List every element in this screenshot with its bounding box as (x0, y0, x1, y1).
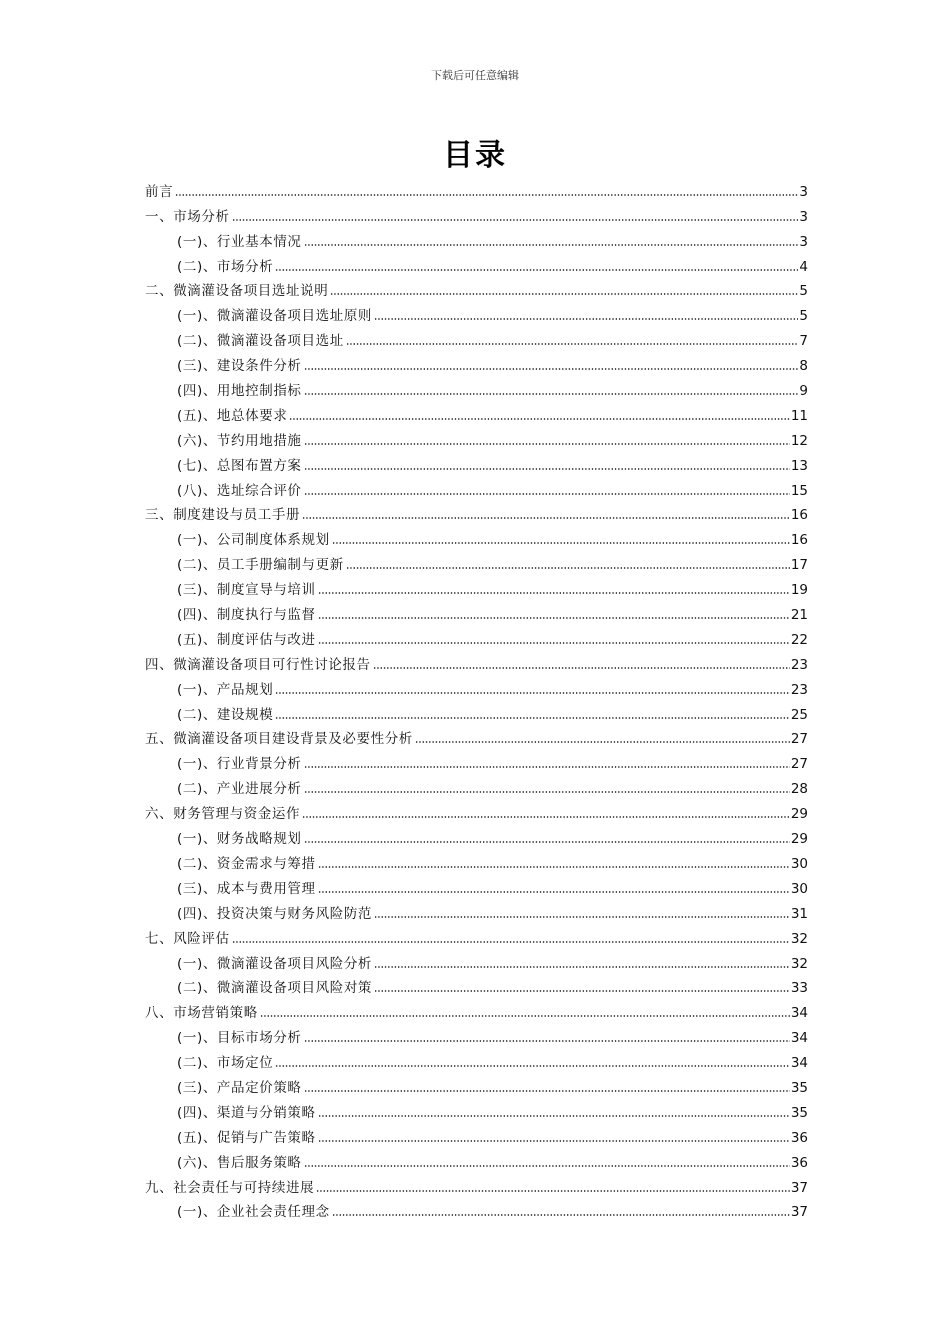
toc-entry[interactable] (145, 649, 808, 674)
toc-entry[interactable] (145, 300, 808, 325)
toc-entry-page: 30 (790, 880, 808, 897)
toc-entry-label: 三、制度建设与员工手册 (145, 507, 301, 524)
toc-entry-label: (一)、行业背景分析 (177, 756, 302, 773)
toc-entry-label: (二)、建设规模 (177, 706, 274, 723)
toc-entry-label: (五)、制度评估与改进 (177, 631, 316, 648)
toc-entry-label: (四)、渠道与分销策略 (177, 1104, 316, 1121)
toc-leader-dots (275, 691, 789, 695)
toc-entry-label: (八)、选址综合评价 (177, 482, 302, 499)
toc-entry-page: 15 (790, 482, 808, 499)
toc-leader-dots (275, 1064, 789, 1068)
toc-entry-page: 29 (790, 806, 808, 823)
toc-entry-label: 九、社会责任与可持续进展 (145, 1179, 315, 1196)
toc-entry-label: 四、微滴灌设备项目可行性讨论报告 (145, 656, 371, 673)
toc-leader-dots (374, 915, 790, 919)
toc-entry[interactable] (145, 798, 808, 823)
toc-entry[interactable] (145, 350, 808, 375)
toc-entry-label: (一)、财务战略规划 (177, 831, 302, 848)
toc-entry-label: (二)、微滴灌设备项目选址 (177, 333, 344, 350)
toc-entry-page: 32 (790, 930, 808, 947)
toc-leader-dots (318, 641, 790, 645)
toc-entry-page: 16 (790, 507, 808, 524)
toc-entry-label: (六)、售后服务策略 (177, 1154, 302, 1171)
toc-entry[interactable] (145, 226, 808, 251)
toc-entry-page: 8 (799, 358, 808, 375)
toc-entry[interactable] (145, 524, 808, 549)
toc-entry[interactable] (145, 574, 808, 599)
toc-leader-dots (304, 1089, 790, 1093)
toc-entry-label: 前言 (145, 183, 174, 200)
toc-entry-label: 二、微滴灌设备项目选址说明 (145, 283, 329, 300)
toc-entry-label: (一)、目标市场分析 (177, 1030, 302, 1047)
toc-entry-label: (五)、地总体要求 (177, 407, 288, 424)
toc-entry-label: (四)、制度执行与监督 (177, 607, 316, 624)
toc-entry-label: (三)、建设条件分析 (177, 358, 302, 375)
toc-leader-dots (318, 1139, 790, 1143)
toc-entry[interactable] (145, 400, 808, 425)
toc-entry-page: 9 (799, 383, 808, 400)
toc-entry[interactable] (145, 549, 808, 574)
toc-entry-page: 7 (799, 333, 808, 350)
toc-entry[interactable] (145, 251, 808, 276)
toc-entry-label: 七、风险评估 (145, 930, 230, 947)
toc-entry-page: 17 (790, 557, 808, 574)
toc-entry-page: 3 (799, 208, 808, 225)
toc-entry[interactable] (145, 674, 808, 699)
table-of-contents (145, 176, 808, 1221)
toc-entry[interactable] (145, 898, 808, 923)
toc-leader-dots (260, 1014, 790, 1018)
toc-entry[interactable] (145, 325, 808, 350)
toc-entry-page: 34 (790, 1055, 808, 1072)
toc-entry[interactable] (145, 923, 808, 948)
toc-leader-dots (304, 1164, 790, 1168)
toc-leader-dots (332, 1213, 790, 1217)
toc-entry-page: 27 (790, 731, 808, 748)
toc-entry[interactable] (145, 1097, 808, 1122)
toc-leader-dots (304, 790, 790, 794)
toc-entry-page: 27 (790, 756, 808, 773)
toc-entry-label: (三)、产品定价策略 (177, 1079, 302, 1096)
toc-entry[interactable] (145, 176, 808, 201)
toc-leader-dots (232, 940, 790, 944)
toc-entry-page: 12 (790, 432, 808, 449)
toc-entry[interactable] (145, 475, 808, 500)
toc-entry[interactable] (145, 1147, 808, 1172)
toc-entry-page: 32 (790, 955, 808, 972)
toc-leader-dots (346, 566, 790, 570)
toc-entry[interactable] (145, 873, 808, 898)
toc-leader-dots (415, 740, 790, 744)
toc-entry-page: 34 (790, 1030, 808, 1047)
toc-leader-dots (318, 591, 790, 595)
toc-leader-dots (275, 716, 789, 720)
toc-leader-dots (318, 1114, 790, 1118)
toc-entry[interactable] (145, 425, 808, 450)
toc-entry-label: (二)、资金需求与筹措 (177, 855, 316, 872)
toc-leader-dots (332, 541, 790, 545)
toc-entry-label: 五、微滴灌设备项目建设背景及必要性分析 (145, 731, 413, 748)
toc-entry-page: 34 (790, 1005, 808, 1022)
toc-entry[interactable] (145, 773, 808, 798)
toc-leader-dots (318, 890, 790, 894)
toc-entry-page: 5 (799, 283, 808, 300)
toc-leader-dots (304, 367, 799, 371)
toc-entry[interactable] (145, 1047, 808, 1072)
toc-leader-dots (302, 815, 790, 819)
toc-entry-label: (七)、总图布置方案 (177, 457, 302, 474)
toc-entry-label: (一)、公司制度体系规划 (177, 532, 330, 549)
toc-entry-label: 八、市场营销策略 (145, 1005, 258, 1022)
toc-entry[interactable] (145, 724, 808, 749)
toc-leader-dots (374, 317, 798, 321)
toc-entry-label: 一、市场分析 (145, 208, 230, 225)
toc-entry[interactable] (145, 1022, 808, 1047)
toc-entry-label: (二)、产业进展分析 (177, 781, 302, 798)
toc-leader-dots (318, 865, 790, 869)
toc-entry-page: 16 (790, 532, 808, 549)
toc-entry-label: (一)、微滴灌设备项目风险分析 (177, 955, 373, 972)
toc-entry[interactable] (145, 375, 808, 400)
toc-entry[interactable] (145, 748, 808, 773)
toc-leader-dots (318, 616, 790, 620)
toc-entry[interactable] (145, 997, 808, 1022)
toc-entry-page: 36 (790, 1129, 808, 1146)
toc-entry-page: 21 (790, 607, 808, 624)
toc-entry[interactable] (145, 948, 808, 973)
header-note: 下载后可任意编辑 (431, 69, 519, 82)
toc-entry-label: (四)、投资决策与财务风险防范 (177, 905, 373, 922)
toc-entry-page: 4 (799, 258, 808, 275)
toc-entry-page: 28 (790, 781, 808, 798)
toc-entry-page: 25 (790, 706, 808, 723)
toc-entry[interactable] (145, 1172, 808, 1197)
toc-leader-dots (304, 467, 790, 471)
toc-leader-dots (304, 243, 799, 247)
toc-leader-dots (232, 218, 799, 222)
toc-entry-label: (二)、市场定位 (177, 1055, 274, 1072)
toc-entry-label: (一)、微滴灌设备项目选址原则 (177, 308, 373, 325)
toc-leader-dots (304, 392, 799, 396)
toc-entry-label: (五)、促销与广告策略 (177, 1129, 316, 1146)
toc-leader-dots (316, 1189, 790, 1193)
toc-entry[interactable] (145, 500, 808, 525)
toc-leader-dots (304, 840, 790, 844)
toc-entry[interactable] (145, 599, 808, 624)
toc-entry-page: 3 (799, 183, 808, 200)
toc-entry-page: 11 (790, 407, 808, 424)
toc-entry[interactable] (145, 450, 808, 475)
toc-leader-dots (304, 1039, 790, 1043)
toc-entry[interactable] (145, 201, 808, 226)
toc-entry-page: 37 (790, 1179, 808, 1196)
toc-entry-page: 30 (790, 855, 808, 872)
toc-entry-page: 31 (790, 905, 808, 922)
toc-entry-label: 六、财务管理与资金运作 (145, 806, 301, 823)
toc-entry-page: 36 (790, 1154, 808, 1171)
toc-entry-page: 23 (790, 681, 808, 698)
toc-entry[interactable] (145, 1197, 808, 1222)
toc-leader-dots (302, 516, 790, 520)
toc-entry[interactable] (145, 848, 808, 873)
toc-entry-label: (二)、员工手册编制与更新 (177, 557, 344, 574)
toc-entry[interactable] (145, 973, 808, 998)
toc-leader-dots (304, 442, 790, 446)
toc-entry-label: (三)、成本与费用管理 (177, 880, 316, 897)
toc-entry[interactable] (145, 823, 808, 848)
toc-entry-page: 13 (790, 457, 808, 474)
toc-entry-label: (六)、节约用地措施 (177, 432, 302, 449)
toc-entry[interactable] (145, 1072, 808, 1097)
toc-leader-dots (373, 666, 790, 670)
toc-entry-page: 5 (799, 308, 808, 325)
toc-entry-page: 22 (790, 631, 808, 648)
toc-leader-dots (304, 492, 790, 496)
toc-entry-label: (一)、企业社会责任理念 (177, 1204, 330, 1221)
toc-entry-label: (二)、市场分析 (177, 258, 274, 275)
toc-entry-page: 35 (790, 1079, 808, 1096)
toc-leader-dots (304, 765, 790, 769)
toc-leader-dots (275, 268, 798, 272)
toc-entry-label: (二)、微滴灌设备项目风险对策 (177, 980, 373, 997)
toc-entry-page: 19 (790, 582, 808, 599)
toc-entry[interactable] (145, 624, 808, 649)
toc-entry-page: 23 (790, 656, 808, 673)
toc-entry-page: 35 (790, 1104, 808, 1121)
toc-leader-dots (374, 989, 790, 993)
toc-entry-label: (三)、制度宣导与培训 (177, 582, 316, 599)
page-title: 目录 (443, 138, 507, 173)
toc-entry-label: (一)、产品规划 (177, 681, 274, 698)
toc-entry-page: 3 (799, 233, 808, 250)
toc-entry[interactable] (145, 276, 808, 301)
toc-leader-dots (330, 292, 798, 296)
toc-entry[interactable] (145, 1122, 808, 1147)
toc-entry-page: 37 (790, 1204, 808, 1221)
toc-entry[interactable] (145, 699, 808, 724)
toc-leader-dots (175, 193, 798, 197)
toc-entry-page: 29 (790, 831, 808, 848)
toc-leader-dots (374, 965, 790, 969)
toc-entry-page: 33 (790, 980, 808, 997)
toc-entry-label: (一)、行业基本情况 (177, 233, 302, 250)
toc-leader-dots (346, 342, 799, 346)
toc-leader-dots (289, 417, 789, 421)
toc-entry-label: (四)、用地控制指标 (177, 383, 302, 400)
